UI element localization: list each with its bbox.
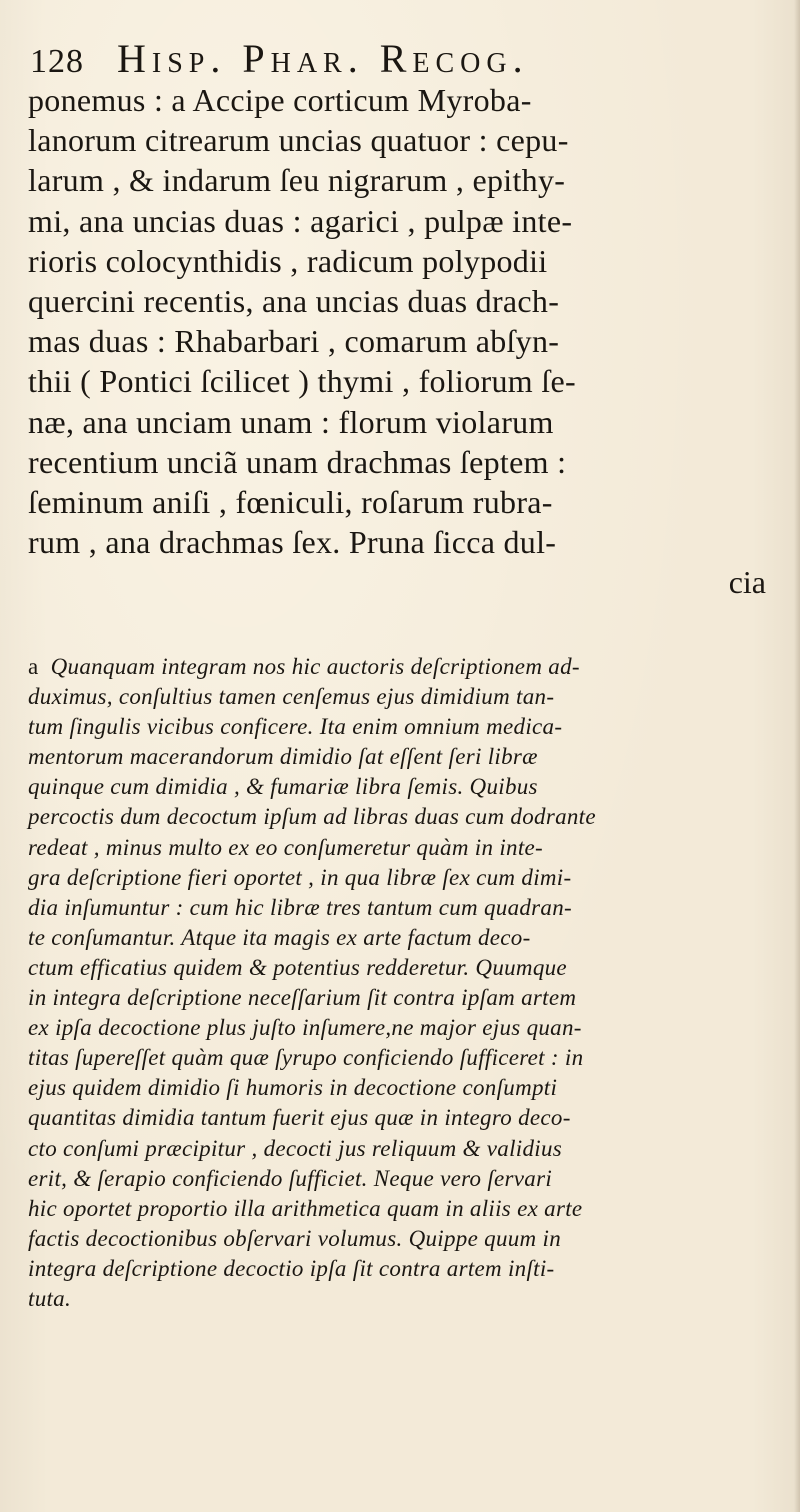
main-text bbox=[28, 80, 788, 602]
main-text-line: quercini recentis, ana uncias duas drach- bbox=[28, 282, 560, 319]
footnote-line: percoctis dum decoctum ipſum ad libras duas cum dodrante bbox=[28, 804, 596, 830]
page-edge bbox=[794, 0, 800, 1512]
footnote-line: hic oportet proportio illa arithmetica quam in aliis ex arte bbox=[28, 1195, 583, 1221]
main-text-line: mi, ana uncias duas : agarici , pulpæ inte- bbox=[28, 202, 573, 239]
footnote-line: ctum efficatius quidem & potentius redderetur. Quumque bbox=[28, 954, 567, 980]
running-head bbox=[30, 30, 770, 86]
footnote-line: dia inſumuntur : cum hic libræ tres tantum cum quadran- bbox=[28, 894, 572, 920]
main-text-line: rioris colocynthidis , radicum polypodii bbox=[28, 242, 548, 279]
main-text-line: ſeminum aniſi , fœniculi, roſarum rubra- bbox=[28, 483, 553, 520]
footnote bbox=[28, 652, 788, 1314]
main-text-line: thii ( Pontici ſcilicet ) thymi , foliorum ſe- bbox=[28, 363, 576, 400]
running-title: Hisp. Phar. Recog. bbox=[117, 36, 529, 81]
main-text-line: ponemus : a Accipe corticum Myroba- bbox=[28, 82, 532, 118]
footnote-line: gra deſcriptione fieri oportet , in qua libræ ſex cum dimi- bbox=[28, 864, 572, 890]
footnote-line: redeat , minus multo ex eo conſumeretur quàm in inte- bbox=[28, 834, 543, 860]
footnote-line: ejus quidem dimidio ſi humoris in decoctione conſumpti bbox=[28, 1075, 558, 1101]
main-text-line: larum , & indarum ſeu nigrarum , epithy- bbox=[28, 162, 566, 199]
footnote-line: in integra deſcriptione neceſſarium ſit contra ipſam artem bbox=[28, 985, 577, 1011]
footnote-line bbox=[28, 652, 788, 682]
footnote-line: quinque cum dimidia , & fumariæ libra ſemis. Quibus bbox=[28, 774, 538, 800]
main-text-line: næ, ana unciam unam : florum violarum bbox=[28, 403, 554, 440]
footnote-line: quantitas dimidia tantum fuerit ejus quæ in integro deco- bbox=[28, 1105, 571, 1131]
footnote-line: mentorum macerandorum dimidio ſat eſſent ſeri libræ bbox=[28, 744, 538, 770]
footnote-line: titas ſupereſſet quàm quæ ſyrupo conficiendo ſufficeret : in bbox=[28, 1045, 584, 1071]
footnote-marker: a bbox=[28, 654, 39, 679]
main-text-line: recentium unciã unam drachmas ſeptem : bbox=[28, 443, 567, 480]
footnote-line: factis decoctionibus obſervari volumus. Quippe quum in bbox=[28, 1225, 561, 1251]
footnote-line: tuta. bbox=[28, 1285, 72, 1311]
footnote-line: duximus, conſultius tamen cenſemus ejus dimidium tan- bbox=[28, 684, 555, 710]
footnote-line-text: Quanquam integram nos hic auctoris deſcriptionem ad- bbox=[50, 654, 580, 679]
footnote-line: ex ipſa decoctione plus juſto inſumere,ne major ejus quan- bbox=[28, 1015, 582, 1041]
footnote-line: integra deſcriptione decoctio ipſa ſit contra artem inſti- bbox=[28, 1255, 555, 1281]
main-text-line: rum , ana drachmas ſex. Pruna ſicca dul- bbox=[28, 524, 557, 561]
catchword: cia bbox=[728, 564, 766, 601]
main-text-line: mas duas : Rhabarbari , comarum abſyn- bbox=[28, 323, 560, 360]
footnote-line: tum ſingulis vicibus conficere. Ita enim omnium medica- bbox=[28, 714, 563, 740]
main-text-line: lanorum citrearum uncias quatuor : cepu- bbox=[28, 122, 569, 159]
footnote-line: cto conſumi præcipitur , decocti jus reliquum & validius bbox=[28, 1135, 563, 1161]
footnote-line: erit, & ſerapio conficiendo ſufficiet. Neque vero ſervari bbox=[28, 1165, 553, 1191]
page-number: 128 bbox=[30, 43, 84, 80]
footnote-line: te conſumantur. Atque ita magis ex arte factum deco- bbox=[28, 924, 531, 950]
